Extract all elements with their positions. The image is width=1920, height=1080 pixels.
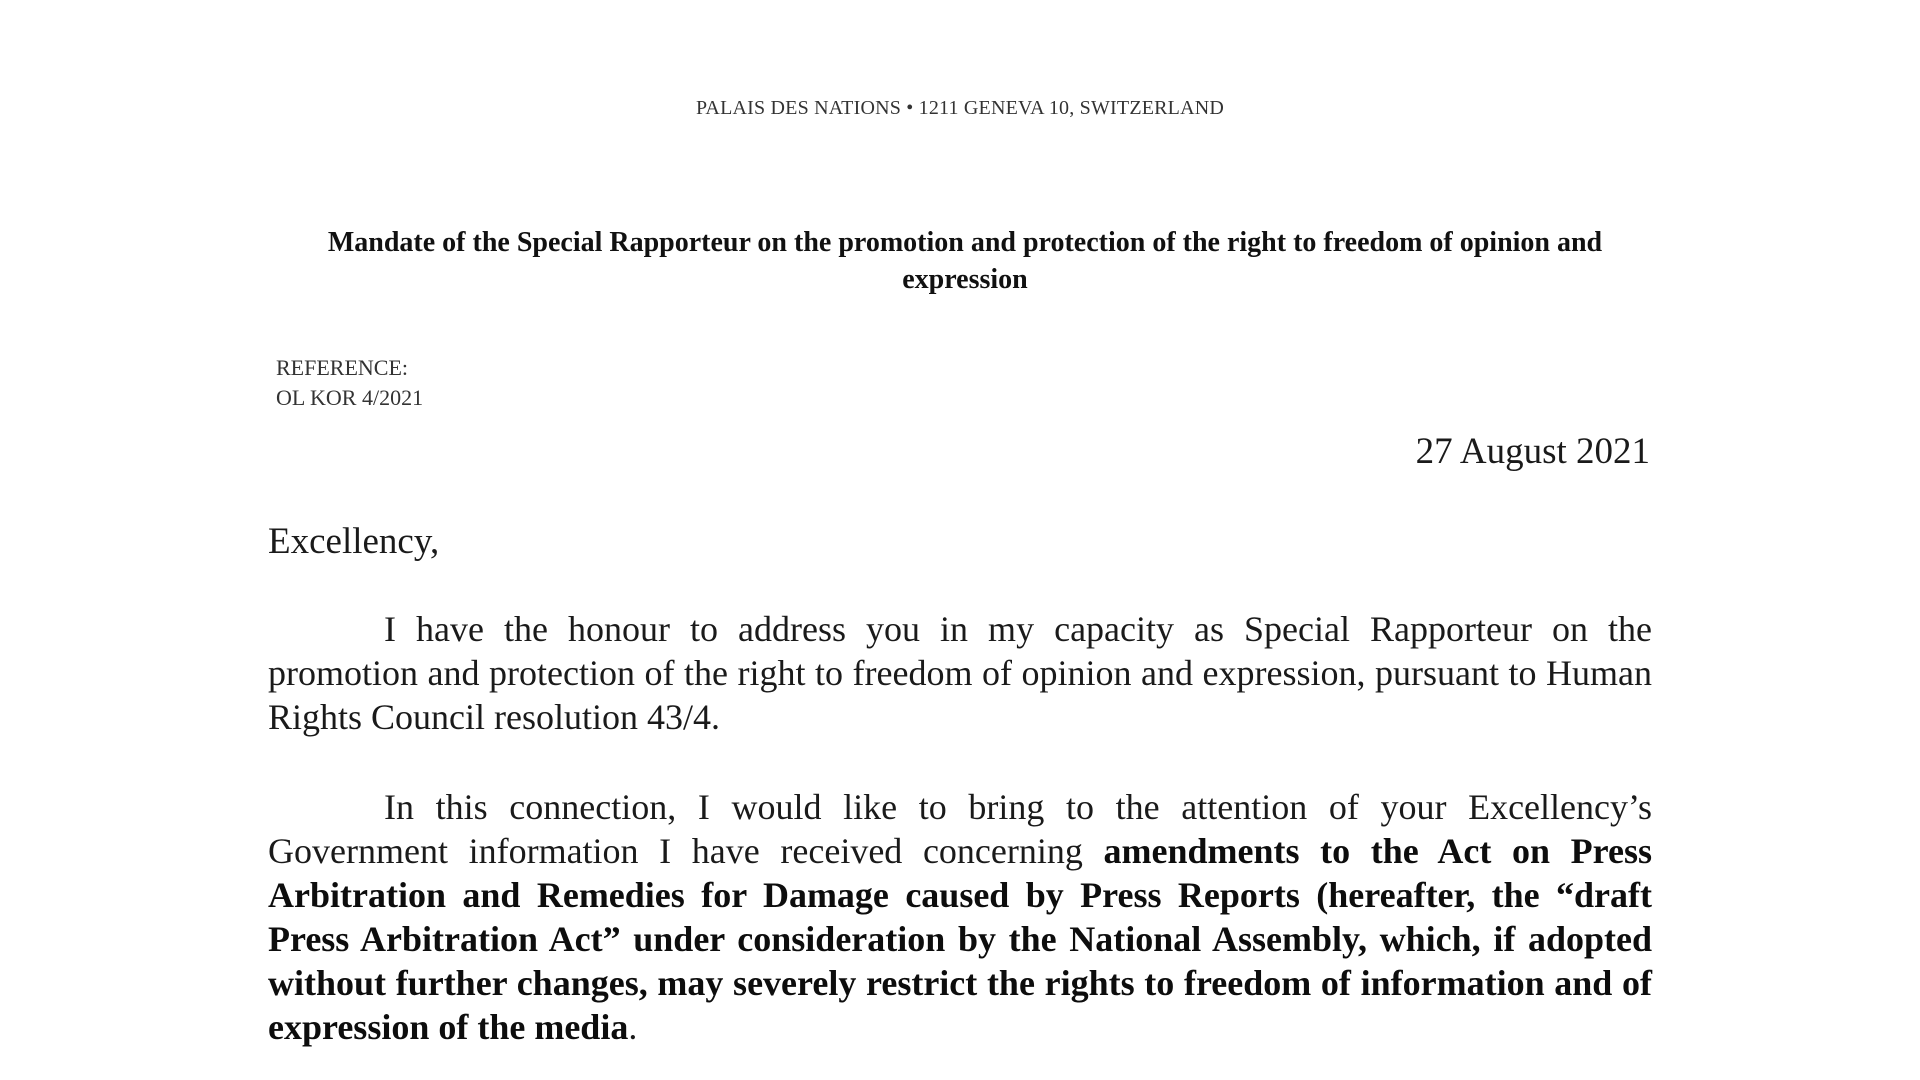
mandate-title: Mandate of the Special Rapporteur on the promotion and protection of the right to freedom of opinion and expression <box>327 227 1603 295</box>
paragraph-concern-end: . <box>628 1007 638 1047</box>
reference-code: OL KOR 4/2021 <box>276 385 424 410</box>
letter-date: 27 August 2021 <box>1415 431 1650 472</box>
paragraph-concern-intro: In this connection, I would like to bring to the attention of your Excellency’s Government information I have received concerning <box>268 787 1652 871</box>
paragraph-concern-bold: amendments to the Act on Press Arbitration and Remedies for Damage caused by Press Reports (hereafter, the “draft Press Arbitration Act” under consideration by the National Assembly, which, if adopted without further changes, may severely restrict the rights to freedom of information and of expression of the media <box>268 831 1652 1047</box>
paragraph-concern <box>268 785 1652 1049</box>
reference-label: REFERENCE: <box>276 355 409 380</box>
letterhead-address: PALAIS DES NATIONS • 1211 GENEVA 10, SWITZERLAND <box>695 97 1225 119</box>
salutation: Excellency, <box>268 521 440 562</box>
reference-block <box>276 353 423 413</box>
paragraph-intro: I have the honour to address you in my capacity as Special Rapporteur on the promotion and protection of the right to freedom of opinion and expression, pursuant to Human Rights Council resolution 43/4. <box>268 609 1652 737</box>
